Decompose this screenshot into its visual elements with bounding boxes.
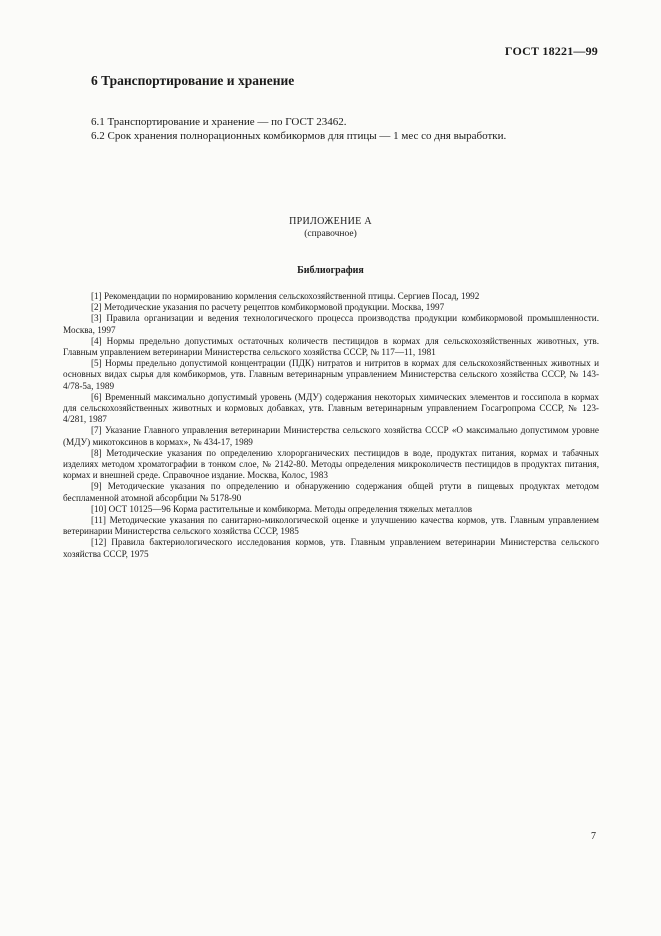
appendix-title: ПРИЛОЖЕНИЕ А: [289, 216, 372, 227]
page-number: 7: [591, 831, 596, 842]
bibliography-heading: Библиография: [297, 265, 364, 276]
clause-6-2: 6.2 Срок хранения полнорационных комбикормов для птицы — 1 мес со дня выработки.: [91, 130, 507, 142]
clause-6-1: 6.1 Транспортирование и хранение — по ГОСТ 23462.: [91, 116, 347, 128]
appendix-subtitle: (справочное): [304, 229, 357, 239]
bibliography-entry: [6] Временный максимально допустимый уровень (МДУ) содержания некоторых химических элементов и госсипола в кормах для сельскохозяйственных животных и кормовых добавках, утв. Главным ветеринарным управлением Госагропрома СССР, № 123-4/281, 1987: [63, 391, 599, 425]
bibliography-entry: [11] Методические указания по санитарно-микологической оценке и улучшению качества кормов, утв. Главным управлением ветеринарии Министерства сельского хозяйства СССР, 1985: [63, 515, 599, 537]
bibliography-entry: [2] Методические указания по расчету рецептов комбикормовой продукции. Москва, 1997: [91, 302, 445, 313]
bibliography-entry: [4] Нормы предельно допустимых остаточных количеств пестицидов в кормах для сельскохозяйственных животных, утв. Главным управлением ветеринарии Министерства сельского хозяйства СССР, № 117—11, 1981: [63, 335, 599, 358]
bibliography-entry: [12] Правила бактериологического исследования кормов, утв. Главным управлением ветеринарии Министерства сельского хозяйства СССР, 1975: [63, 537, 599, 559]
bibliography-list: [63, 291, 599, 560]
bibliography-entry: [1] Рекомендации по нормированию кормления сельскохозяйственной птицы. Сергиев Посад, 1992: [91, 291, 480, 301]
bibliography-entry: [8] Методические указания по определению хлорорганических пестицидов в воде, продуктах питания, кормах и табачных изделиях методом хроматографии в тонком слое, № 2142-80. Методы определения микроколичеств пестицидов в продуктах питания, кормах и внешней среде. Справочное издание. Москва, Колос, 1983: [63, 447, 599, 481]
bibliography-entry: [9] Методические указания по определению и обнаружению содержания общей ртути в пищевых продуктах методом беспламенной атомной абсорбции № 5178-90: [63, 481, 599, 503]
bibliography-entry: [3] Правила организации и ведения технологического процесса производства продукции комбикормовой промышленности. Москва, 1997: [63, 313, 599, 335]
document-code: ГОСТ 18221—99: [504, 44, 598, 58]
section-heading: 6 Транспортирование и хранение: [91, 73, 295, 88]
bibliography-entry: [7] Указание Главного управления ветеринарии Министерства сельского хозяйства СССР «О максимально допустимом уровне (МДУ) микотоксинов в кормах», № 434-17, 1989: [63, 425, 599, 447]
bibliography-entry: [10] ОСТ 10125—96 Корма растительные и комбикорма. Методы определения тяжелых металлов: [91, 503, 473, 514]
bibliography-entry: [5] Нормы предельно допустимой концентрации (ПДК) нитратов и нитритов в кормах для сельскохозяйственных животных и основных видах сырья для комбикормов, утв. Главным ветеринарным управлением Министерства сельского хозяйства СССР, № 143-4/78-5а, 1989: [63, 358, 599, 391]
